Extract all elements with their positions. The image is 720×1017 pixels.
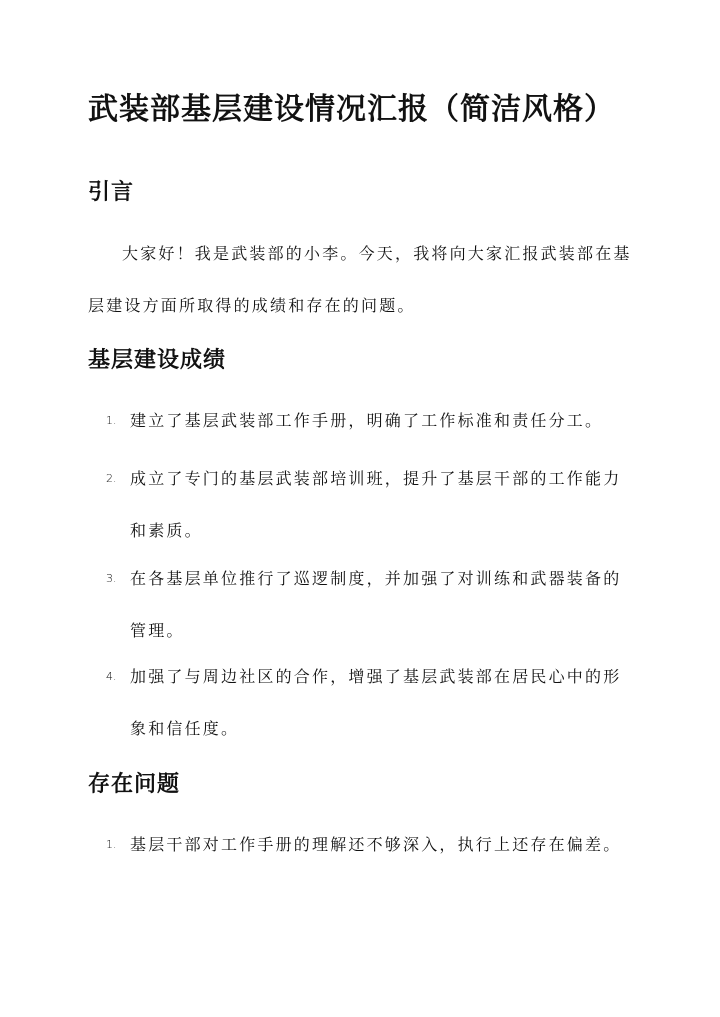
document-title: 武装部基层建设情况汇报（简洁风格） [88, 92, 615, 127]
list-item-number: 1. [106, 838, 117, 851]
list-item-text: 在各基层单位推行了巡逻制度，并加强了对训练和武器装备的管理。 [130, 569, 622, 640]
list-item-number: 2. [106, 472, 117, 485]
list-item-text: 加强了与周边社区的合作，增强了基层武装部在居民心中的形象和信任度。 [130, 667, 622, 738]
intro-paragraph: 大家好！我是武装部的小李。今天，我将向大家汇报武装部在基层建设方面所取得的成绩和存在的问题。 [88, 244, 632, 315]
section-heading-intro: 引言 [88, 179, 135, 205]
section-heading-achievements: 基层建设成绩 [88, 347, 227, 373]
list-item-number: 3. [106, 572, 117, 585]
list-item [106, 453, 626, 557]
list-item [106, 651, 626, 755]
list-item-text: 基层干部对工作手册的理解还不够深入，执行上还存在偏差。 [130, 835, 622, 854]
list-item [106, 395, 626, 447]
list-item [106, 819, 626, 871]
section-heading-problems: 存在问题 [88, 771, 181, 797]
list-item-number: 4. [106, 670, 117, 683]
list-item-number: 1. [106, 414, 117, 427]
list-item [106, 553, 626, 657]
list-item-text: 成立了专门的基层武装部培训班，提升了基层干部的工作能力和素质。 [130, 469, 622, 540]
list-item-text: 建立了基层武装部工作手册，明确了工作标准和责任分工。 [130, 411, 604, 430]
